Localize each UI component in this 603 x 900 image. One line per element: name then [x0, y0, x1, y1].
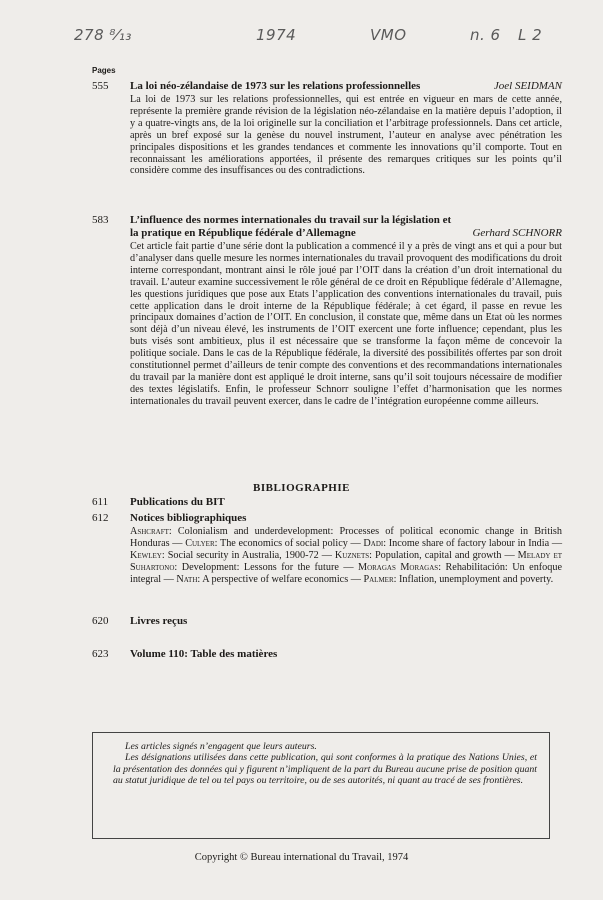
- notice-author: Culyer: [185, 537, 215, 549]
- section-entry-volume: [92, 648, 562, 661]
- handwritten-note-3: VMO: [370, 26, 407, 44]
- notice-author: Moragas Moragas: [358, 561, 439, 573]
- article-title-line-2-text: la pratique en République fédérale d’Allemagne: [130, 227, 356, 239]
- section-entry-notices: [92, 512, 562, 586]
- notice-work: The economics of social policy: [219, 537, 348, 549]
- article-title-line-2: [130, 227, 562, 240]
- disclaimer-paragraph-2: Les désignations utilisées dans cette publication, qui sont conformes à la pratique des Nations Unies, et la présentation des données qui y figurent n’impliquent de la part du Bureau aucune prise de position quant au statut juridique de tel ou tel pays ou territoire, ou de ses autorités, ni quant au tracé de ses frontières.: [113, 752, 537, 787]
- copyright-line: Copyright © Bureau international du Travail, 1974: [194, 852, 409, 863]
- notice-author: Kuznets: [334, 549, 370, 561]
- section-page-number: 620: [92, 615, 109, 627]
- disclaimer-text: [93, 733, 549, 787]
- notice-work: Income share of factory labour in India: [388, 537, 550, 549]
- notice-author: Nath: [176, 573, 198, 585]
- section-title: Livres reçus: [130, 615, 188, 627]
- article-abstract: Cet article fait partie d’une série dont la publication a commencé il y a près de vingt ans et qui a pour but d’analyser dans quelle mesure les normes internationales du travail provoquent des modifications du droit interne correspondant, montrant ainsi le rôle joué par l’OIT dans la création d’un droit international du travail. L’auteur examine successivement le rôle général de ce droit en République fédérale d’Allemagne, les questions juridiques que pose aux Etats l’application des conventions internationales du travail, puis cette application dans le droit interne de la République fédérale; à cet égard, il passe en revue les principaux domaines d’action de l’OIT. En conclusion, il constate que, même dans un Etat où les normes sont déjà d’un niveau élevé, les instruments de l’OIT exercent une forte influence; cependant, plus les buts visés sont ambitieux, plus il est nécessaire que se transforme la façon même de concevoir la politique sociale. Dans le cas de la République fédérale, la diversité des possibilités offertes par son droit constitutionnel permet d’ailleurs de tenir compte des conventions et des recommandations internationales du travail par la manière dont est appliqué le droit interne, sans qu’il soit toujours nécessaire de modifier des textes législatifs. Enfin, le professeur Schnorr souligne l’effet d’harmonisation que les normes internationales du travail peuvent exercer, dans le cadre de l’intégration européenne comme ailleurs.: [130, 241, 562, 407]
- handwritten-note-1: 278 ⁸⁄₁₃: [74, 26, 132, 44]
- section-page-number: 623: [92, 648, 109, 660]
- notice-work: Social security in Australia, 1900-72: [167, 549, 319, 561]
- disclaimer-box: [92, 732, 550, 839]
- notice-author: Dadi: [363, 537, 384, 549]
- article-entry-1: [92, 80, 562, 177]
- article-entry-2: [92, 214, 562, 408]
- article-title-text: La loi néo-zélandaise de 1973 sur les relations professionnelles: [130, 80, 421, 92]
- article-author: Gerhard SCHNORR: [472, 227, 562, 239]
- pages-label: Pages: [92, 66, 116, 75]
- article-page-number: 555: [92, 80, 109, 92]
- handwritten-note-5: L 2: [518, 26, 543, 44]
- notice-work: Rehabilitación: Un enfoque integral: [130, 561, 562, 585]
- section-page-number: 612: [92, 512, 109, 524]
- notice-work: Development: Lessons for the future: [181, 561, 339, 573]
- notice-author: Kewley: [130, 549, 162, 561]
- notice-author: Melady et Suhartono: [130, 549, 563, 573]
- notice-author: Palmer: [363, 573, 394, 585]
- notice-work: Colonialism and underdevelopment: Processes of political economic change in British Honduras: [130, 526, 562, 549]
- article-title-line-1: L’influence des normes internationales du travail sur la législation et: [130, 214, 452, 226]
- notice-work: A perspective of welfare economics: [202, 573, 349, 585]
- disclaimer-paragraph-1: Les articles signés n’engagent que leurs auteurs.: [125, 741, 317, 752]
- notice-work: Population, capital and growth: [374, 549, 502, 561]
- section-title: Publications du BIT: [130, 496, 225, 508]
- article-title: [130, 80, 562, 93]
- handwritten-note-2: 1974: [256, 26, 297, 44]
- article-abstract: La loi de 1973 sur les relations professionnelles, qui est entrée en vigueur en mars de cette année, représente la première grande révision de la législation néo-zélandaise en la matière depuis l’adoption, il y a quatre-vingts ans, de la loi originelle sur la conciliation et l’arbitrage professionnels. Dans cet article, après un bref exposé sur la genèse du nouvel instrument, l’auteur en analyse avec pénétration les principales dispositions et les grandes tendances et commente les innovations qu’il comporte. Tout en reconnaissant les améliorations apportées, il présente des remarques critiques sur les points qu’il considère comme des insuffisances ou des contradictions.: [130, 94, 562, 177]
- article-title: [130, 214, 562, 240]
- bibliographie-heading: BIBLIOGRAPHIE: [253, 482, 350, 494]
- section-title: Volume 110: Table des matières: [130, 648, 278, 660]
- section-entry-livres: [92, 615, 562, 628]
- section-title: Notices bibliographiques: [130, 512, 247, 524]
- article-author: Joel SEIDMAN: [493, 80, 562, 92]
- notice-work: Inflation, unemployment and poverty.: [399, 573, 554, 585]
- notice-author: Ashcraft: [130, 526, 169, 537]
- article-page-number: 583: [92, 214, 109, 226]
- section-page-number: 611: [92, 496, 109, 508]
- section-entry-publications: [92, 496, 562, 509]
- handwritten-note-4: n. 6: [470, 26, 501, 44]
- notices-list: Ashcraft: Colonialism and underdevelopment: Processes of political economic change in British Honduras — Culyer: The economics of social policy — Dadi: Income share of factory labour in India — Kewley: Social security in Australia, 1900-72 — Kuznets: Population, capital and growth — Melady et Suhartono: Development: Lessons for the future — Moragas Moragas: Rehabilitación: Un enfoque integral — Nath: A perspective of welfare economics — Palmer: Inflation, unemployment and poverty.: [130, 526, 563, 585]
